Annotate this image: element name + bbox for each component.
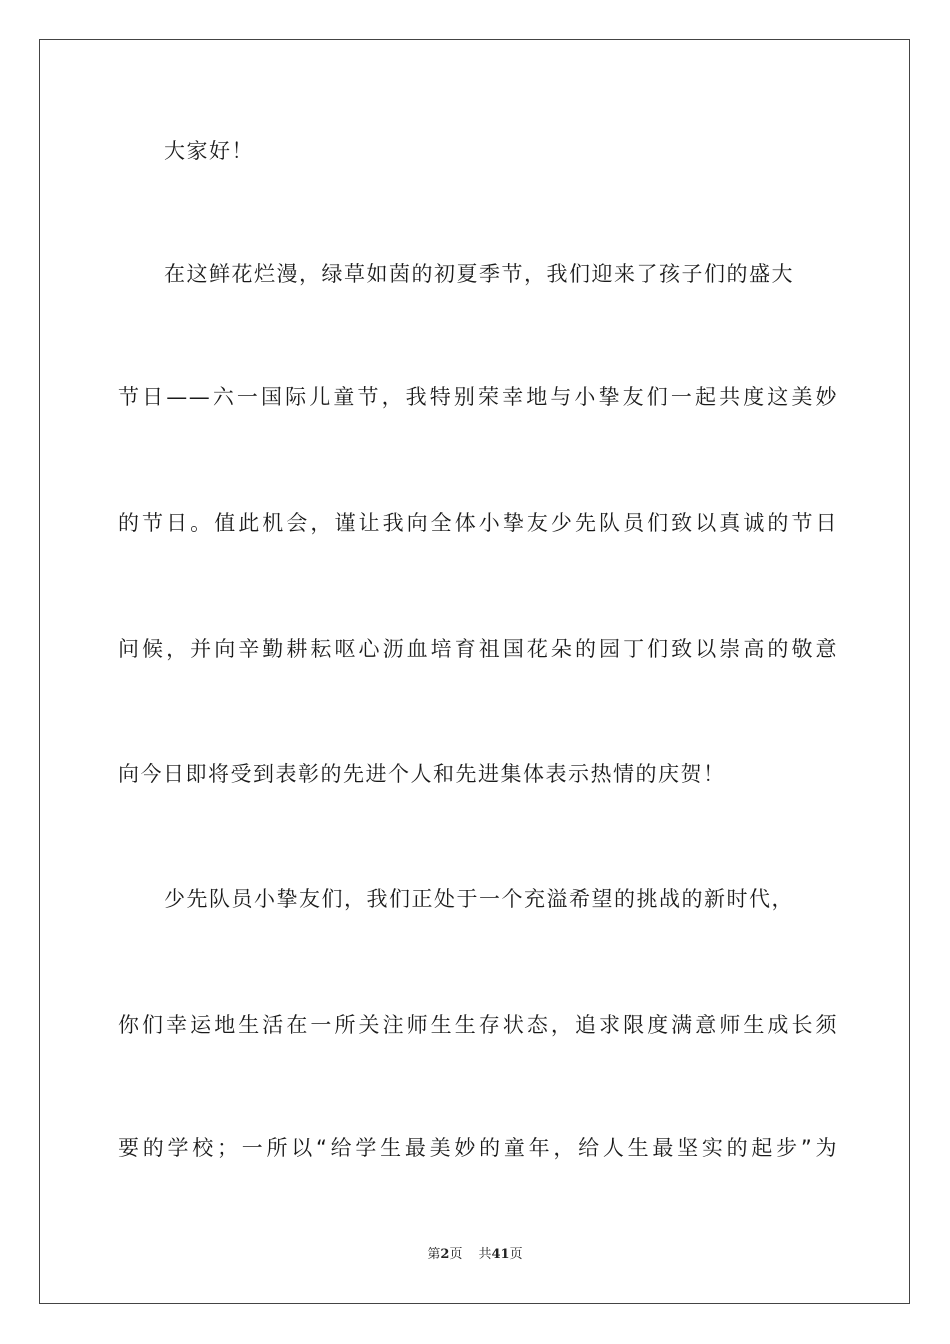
page-prefix: 第: [427, 1247, 441, 1262]
total-prefix: 共: [478, 1247, 492, 1262]
greeting-line: 大家好！: [164, 139, 254, 163]
paragraph-1-line-5: 向今日即将受到表彰的先进个人和先进集体表示热情的庆贺！: [118, 762, 726, 786]
total-suffix: 页: [509, 1247, 523, 1262]
paragraph-2-line-1: 少先队员小挚友们，我们正处于一个充溢希望的挑战的新时代，: [164, 887, 794, 911]
page-number: 2: [440, 1247, 450, 1262]
paragraph-1-line-1: 在这鲜花烂漫，绿草如茵的初夏季节，我们迎来了孩子们的盛大: [164, 262, 794, 286]
paragraph-2-line-3: 要的学校；一所以“给学生最美妙的童年，给人生最坚实的起步”为: [118, 1136, 838, 1160]
page-border: [39, 39, 910, 1304]
paragraph-1-line-4: 问候，并向辛勤耕耘呕心沥血培育祖国花朵的园丁们致以崇高的敬意: [118, 637, 838, 661]
page-footer: [0, 1246, 950, 1264]
paragraph-2-line-2: 你们幸运地生活在一所关注师生生存状态，追求限度满意师生成长须: [118, 1013, 838, 1037]
page-suffix: 页: [449, 1247, 463, 1262]
total-pages: 41: [491, 1247, 510, 1262]
paragraph-1-line-2: 节日——六一国际儿童节，我特别荣幸地与小挚友们一起共度这美妙: [118, 385, 838, 409]
paragraph-1-line-3: 的节日。值此机会，谨让我向全体小挚友少先队员们致以真诚的节日: [118, 511, 838, 535]
